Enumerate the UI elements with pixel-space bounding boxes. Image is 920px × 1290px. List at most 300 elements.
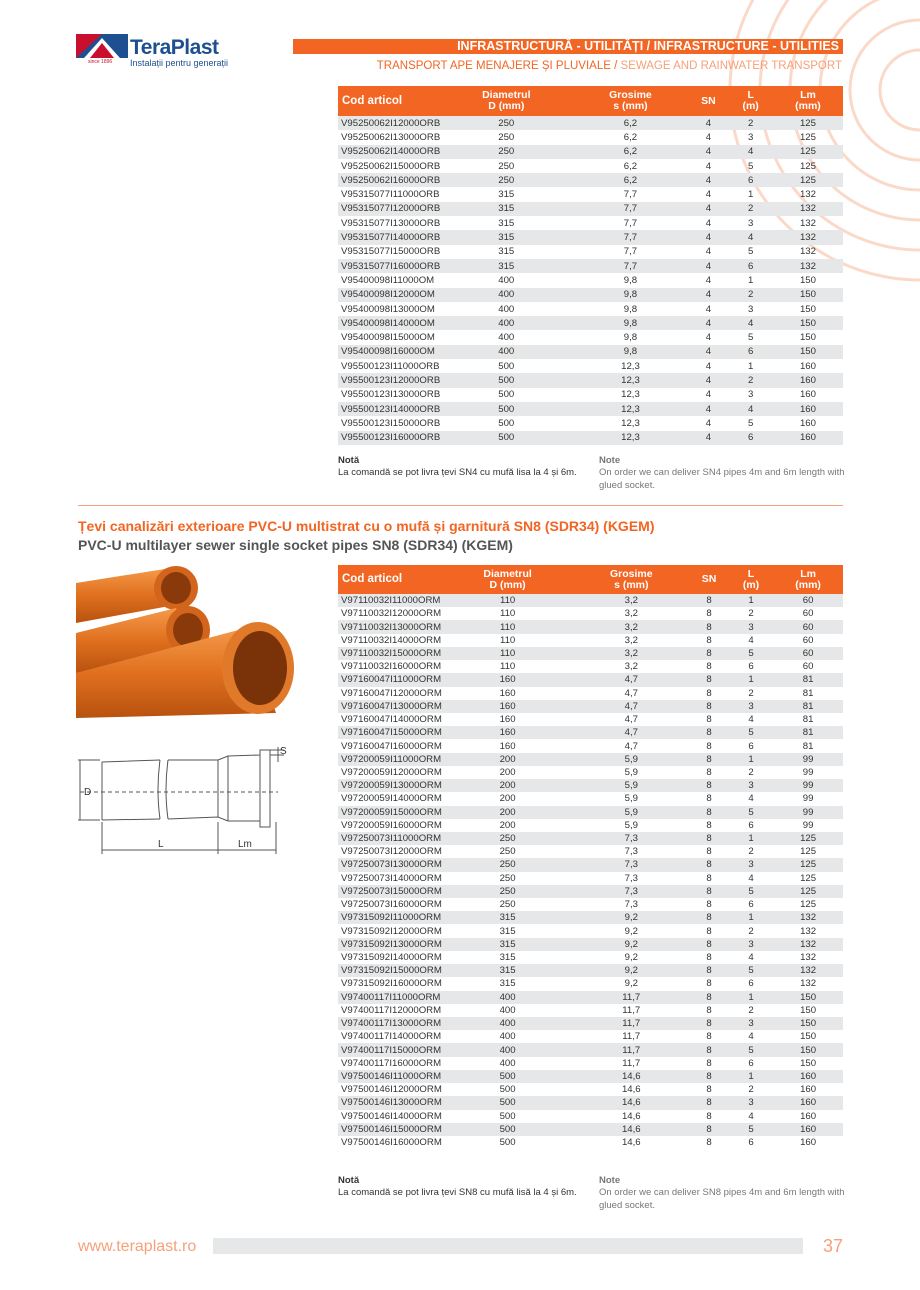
cell-diameter: 250 [499, 846, 516, 858]
cell-sn: 8 [706, 978, 712, 990]
cell-socket-length: 132 [799, 189, 816, 201]
cell-thickness: 3,2 [624, 634, 638, 646]
cell-thickness: 9,2 [624, 925, 638, 937]
cell-sn: 8 [706, 899, 712, 911]
cell-length: 4 [748, 634, 754, 646]
table-row [338, 1057, 843, 1070]
cell-socket-length: 160 [800, 1110, 817, 1122]
table-row [338, 1096, 843, 1109]
cell-socket-length: 160 [800, 1137, 817, 1149]
cell-thickness: 7,7 [623, 217, 638, 229]
cell-length: 2 [748, 925, 754, 937]
cell-socket-length: 132 [799, 217, 816, 229]
cell-length: 2 [748, 1004, 754, 1016]
cell-socket-length: 125 [773, 116, 843, 130]
cell-thickness: 9,8 [572, 345, 688, 359]
cell-length: 1 [747, 189, 754, 201]
table-row [338, 779, 843, 792]
cell-length: 1 [747, 360, 754, 372]
cell-code: V97500146I12000ORM [341, 1084, 442, 1096]
table-row [338, 273, 843, 287]
cell-sn: 8 [706, 1057, 712, 1069]
cell-length: 6 [748, 1057, 754, 1069]
table-row [338, 230, 843, 244]
table-row [338, 845, 843, 858]
cell-code: V95500123I13000ORB [341, 389, 441, 401]
cell-thickness: 5,9 [573, 806, 689, 819]
cell-thickness: 4,7 [624, 714, 638, 726]
table-row [338, 911, 843, 924]
table-row [338, 713, 843, 726]
cell-socket-length: 132 [773, 202, 843, 216]
cell-thickness: 4,7 [624, 740, 638, 752]
cell-diameter: 110 [442, 594, 574, 607]
table-row [338, 173, 843, 187]
cell-socket-length: 99 [773, 806, 843, 819]
cell-thickness: 7,7 [572, 230, 688, 244]
cell-sn: 4 [689, 288, 729, 302]
col-code: Cod articol [338, 86, 440, 116]
cell-socket-length: 81 [802, 740, 814, 752]
cell-thickness: 7,3 [573, 858, 689, 871]
cell-diameter: 200 [499, 766, 516, 778]
col-diameter-l1: Diametrul [483, 567, 532, 580]
cell-sn: 8 [689, 620, 729, 633]
col-length-l1: L [747, 567, 755, 580]
cell-length: 2 [728, 288, 773, 302]
cell-socket-length: 125 [773, 173, 843, 187]
cell-sn: 8 [689, 806, 729, 819]
table-row [338, 885, 843, 898]
diagram-label-l: L [158, 839, 164, 850]
cell-code: V97400117I15000ORM [338, 1043, 442, 1056]
cell-length: 4 [728, 145, 773, 159]
table-row [338, 634, 843, 647]
section-divider [78, 505, 843, 506]
cell-diameter: 400 [442, 991, 574, 1004]
cell-code: V97200059I11000ORM [338, 753, 442, 766]
diagram-label-s: S [280, 746, 287, 757]
note-text: On order we can deliver SN4 pipes 4m and 6m length with glued socket. [599, 467, 845, 491]
cell-sn: 8 [706, 608, 712, 620]
cell-thickness: 12,3 [621, 417, 640, 429]
logo-since: since 1896 [88, 59, 113, 65]
cell-code: V95400098I16000OM [338, 345, 440, 359]
table-row [338, 159, 843, 173]
cell-length: 1 [729, 673, 773, 686]
cell-sn: 8 [706, 661, 712, 673]
cell-diameter: 315 [442, 964, 574, 977]
cell-thickness: 11,7 [573, 1043, 689, 1056]
cell-diameter: 160 [442, 673, 574, 686]
table-row [338, 373, 843, 387]
cell-sn: 4 [705, 189, 712, 201]
cell-thickness: 9,8 [623, 303, 638, 315]
table-row [338, 1123, 843, 1136]
cell-socket-length: 160 [773, 431, 843, 445]
table-row [338, 1030, 843, 1043]
note-ro-2 [338, 1175, 588, 1199]
table-header [338, 565, 843, 594]
cell-sn: 4 [689, 402, 729, 416]
cell-thickness: 6,2 [623, 160, 638, 172]
cell-sn: 8 [706, 1084, 712, 1096]
cell-length: 2 [748, 687, 754, 699]
cell-length: 5 [729, 726, 773, 739]
cell-socket-length: 132 [773, 938, 843, 951]
cell-thickness: 11,7 [622, 1004, 641, 1016]
cell-length: 4 [748, 1031, 754, 1043]
category-banner: INFRASTRUCTURĂ - UTILITĂȚI / INFRASTRUCTURE - UTILITIES [293, 39, 843, 54]
cell-socket-length: 132 [773, 911, 843, 924]
table-row [338, 245, 843, 259]
cell-length: 6 [748, 978, 754, 990]
website-link[interactable]: www.teraplast.ro [78, 1238, 197, 1255]
cell-length: 3 [729, 779, 773, 792]
table-row [338, 359, 843, 373]
cell-sn: 8 [689, 858, 729, 871]
cell-code: V95315077I11000ORB [341, 189, 440, 201]
cell-diameter: 315 [498, 246, 515, 258]
cell-sn: 8 [706, 872, 712, 884]
cell-sn: 8 [689, 779, 729, 792]
cell-code: V97250073I14000ORM [341, 872, 442, 884]
cell-sn: 8 [706, 687, 712, 699]
cell-length: 6 [728, 259, 773, 273]
cell-diameter: 250 [442, 858, 574, 871]
cell-thickness: 14,6 [573, 1096, 689, 1109]
cell-length: 4 [748, 793, 754, 805]
table-row [338, 345, 843, 359]
cell-length: 4 [748, 714, 754, 726]
cell-thickness: 11,7 [622, 1031, 641, 1043]
cell-socket-length: 60 [802, 661, 814, 673]
cell-code: V97500146I13000ORM [338, 1096, 442, 1109]
cell-diameter: 250 [442, 832, 574, 845]
cell-diameter: 400 [498, 274, 515, 286]
cell-sn: 8 [689, 885, 729, 898]
cell-thickness: 7,3 [624, 872, 638, 884]
cell-code: V97500146I11000ORM [338, 1070, 442, 1083]
cell-diameter: 315 [499, 978, 516, 990]
cell-code: V97110032I14000ORM [341, 634, 442, 646]
cell-sn: 8 [689, 1017, 729, 1030]
cell-socket-length: 60 [802, 634, 814, 646]
cell-code: V97250073I16000ORM [341, 899, 442, 911]
cell-length: 6 [748, 1137, 754, 1149]
cell-sn: 8 [689, 673, 729, 686]
cell-diameter: 200 [442, 806, 574, 819]
cell-length: 5 [729, 647, 773, 660]
cell-thickness: 12,3 [621, 360, 640, 372]
cell-sn: 8 [706, 634, 712, 646]
cell-length: 6 [748, 740, 754, 752]
cell-code: V97315092I15000ORM [338, 964, 442, 977]
cell-code: V97160047I15000ORM [338, 726, 442, 739]
cell-length: 5 [747, 160, 754, 172]
col-socket-length [773, 86, 843, 116]
footer-bar [213, 1238, 803, 1254]
cell-socket-length: 160 [799, 417, 816, 429]
cell-thickness: 4,7 [573, 726, 689, 739]
cell-length: 6 [748, 661, 754, 673]
cell-code: V97400117I11000ORM [338, 991, 442, 1004]
cell-socket-length: 160 [773, 1070, 843, 1083]
cell-thickness: 3,2 [573, 620, 689, 633]
cell-thickness: 4,7 [573, 700, 689, 713]
cell-code: V97200059I15000ORM [338, 806, 442, 819]
cell-sn: 4 [689, 116, 729, 130]
col-thickness [573, 565, 689, 594]
cell-diameter: 160 [499, 740, 516, 752]
cell-length: 2 [728, 202, 773, 216]
cell-socket-length: 150 [773, 1017, 843, 1030]
cell-socket-length: 132 [800, 925, 817, 937]
table-row [338, 700, 843, 713]
cell-sn: 4 [689, 202, 729, 216]
cell-thickness: 12,3 [572, 402, 688, 416]
table-row [338, 991, 843, 1004]
cell-code: V95315077I13000ORB [341, 217, 441, 229]
cell-diameter: 160 [499, 714, 516, 726]
cell-diameter: 500 [440, 373, 572, 387]
product-table-sn4 [338, 86, 843, 445]
cell-thickness: 9,2 [624, 952, 638, 964]
cell-length: 3 [747, 303, 754, 315]
cell-socket-length: 132 [799, 246, 816, 258]
cell-code: V95500123I14000ORB [338, 402, 440, 416]
cell-length: 3 [747, 389, 754, 401]
cell-length: 5 [747, 417, 754, 429]
cell-thickness: 14,6 [621, 1110, 641, 1122]
cell-diameter: 315 [442, 938, 574, 951]
page-number: 37 [823, 1236, 844, 1256]
cell-socket-length: 160 [773, 373, 843, 387]
cell-sn: 8 [689, 1043, 729, 1056]
table-row [338, 1136, 843, 1149]
cell-sn: 8 [706, 714, 712, 726]
cell-sn: 4 [689, 173, 729, 187]
cell-length: 4 [728, 316, 773, 330]
cell-diameter: 250 [440, 116, 572, 130]
cell-diameter: 500 [442, 1096, 574, 1109]
cell-sn: 8 [689, 647, 729, 660]
cell-diameter: 400 [498, 303, 515, 315]
cell-socket-length: 125 [799, 131, 816, 143]
note-en-2 [599, 1175, 849, 1212]
col-length-l2: (m) [742, 578, 760, 591]
note-heading: Note [599, 1175, 621, 1186]
table-row [338, 1017, 843, 1030]
cell-code: V97400117I13000ORM [338, 1017, 442, 1030]
cell-code: V95500123I15000ORB [341, 417, 441, 429]
cell-diameter: 500 [499, 1137, 516, 1149]
cell-diameter: 315 [499, 952, 516, 964]
cell-sn: 4 [705, 217, 712, 229]
cell-socket-length: 150 [773, 1043, 843, 1056]
cell-code: V95250062I14000ORB [338, 145, 440, 159]
cell-length: 3 [747, 131, 754, 143]
cell-thickness: 14,6 [573, 1070, 689, 1083]
col-sn: SN [689, 565, 729, 594]
table-row [338, 202, 843, 216]
cell-socket-length: 125 [800, 899, 817, 911]
cell-socket-length: 150 [800, 1057, 817, 1069]
cell-diameter: 400 [499, 1031, 516, 1043]
cell-diameter: 400 [442, 1043, 574, 1056]
table-row [338, 806, 843, 819]
cell-socket-length: 81 [773, 726, 843, 739]
cell-sn: 8 [689, 938, 729, 951]
cell-length: 5 [747, 332, 754, 344]
cell-socket-length: 125 [800, 846, 817, 858]
table-row [338, 1004, 843, 1017]
table-row [338, 924, 843, 937]
cell-length: 4 [748, 1110, 754, 1122]
cell-thickness: 7,7 [572, 259, 688, 273]
cell-length: 4 [748, 872, 754, 884]
cell-thickness: 7,7 [623, 246, 638, 258]
cell-socket-length: 132 [800, 978, 817, 990]
cell-code: V97315092I12000ORM [341, 925, 442, 937]
cell-code: V97315092I11000ORM [338, 911, 442, 924]
cell-code: V97160047I11000ORM [338, 673, 442, 686]
cell-code: V97160047I12000ORM [341, 687, 442, 699]
cell-thickness: 9,2 [573, 938, 689, 951]
cell-sn: 4 [705, 246, 712, 258]
cell-diameter: 500 [442, 1070, 574, 1083]
cell-diameter: 315 [440, 259, 572, 273]
cell-socket-length: 160 [800, 1084, 817, 1096]
table-row [338, 1083, 843, 1096]
cell-code: V95315077I12000ORB [338, 202, 440, 216]
table-row [338, 1043, 843, 1056]
cell-thickness: 4,7 [624, 687, 638, 699]
cell-sn: 4 [705, 332, 712, 344]
col-diameter [440, 86, 572, 116]
table-row [338, 1110, 843, 1123]
cell-code: V97110032I12000ORM [341, 608, 442, 620]
cell-code: V97315092I13000ORM [338, 938, 442, 951]
cell-length: 5 [729, 1123, 773, 1136]
cell-thickness: 5,9 [573, 779, 689, 792]
cell-diameter: 250 [499, 899, 516, 911]
cell-code: V97110032I16000ORM [341, 661, 442, 673]
subtitle-en: SEWAGE AND RAINWATER TRANSPORT [617, 60, 842, 72]
product-table-sn8 [338, 565, 843, 1149]
note-text: On order we can deliver SN8 pipes 4m and 6m length with glued socket. [599, 1187, 845, 1211]
cell-diameter: 250 [442, 885, 574, 898]
col-length [728, 86, 773, 116]
cell-socket-length: 150 [800, 1031, 817, 1043]
cell-sn: 8 [689, 753, 729, 766]
cell-diameter: 400 [499, 1057, 516, 1069]
cell-length: 1 [747, 274, 754, 286]
cell-sn: 8 [706, 952, 712, 964]
pipe-dimension-diagram [78, 742, 288, 860]
table-row [338, 187, 843, 201]
cell-diameter: 250 [498, 131, 515, 143]
col-length-l1: L [747, 89, 754, 101]
note-en-1 [599, 455, 849, 492]
col-thickness-l2: s (mm) [614, 578, 649, 591]
note-heading: Note [599, 455, 621, 466]
cell-diameter: 110 [442, 647, 574, 660]
cell-length: 6 [728, 431, 773, 445]
cell-thickness: 14,6 [621, 1084, 641, 1096]
note-text: La comandă se pot livra țevi SN4 cu mufă lisa la 4 și 6m. [338, 467, 577, 478]
cell-socket-length: 132 [800, 952, 817, 964]
cell-code: V97250073I13000ORM [338, 858, 442, 871]
table-row [338, 620, 843, 633]
cell-socket-length: 150 [799, 303, 816, 315]
cell-code: V95250062I12000ORB [338, 116, 440, 130]
cell-diameter: 400 [440, 345, 572, 359]
cell-socket-length: 160 [773, 1096, 843, 1109]
cell-code: V95315077I15000ORB [341, 246, 441, 258]
cell-socket-length: 160 [799, 389, 816, 401]
cell-code: V97500146I16000ORM [341, 1137, 442, 1149]
cell-sn: 4 [689, 431, 729, 445]
cell-socket-length: 160 [773, 1123, 843, 1136]
cell-diameter: 315 [440, 202, 572, 216]
col-diameter-l2: D (mm) [488, 100, 525, 112]
col-length-l2: (m) [742, 100, 759, 112]
cell-sn: 8 [706, 740, 712, 752]
table-row [338, 431, 843, 445]
cell-length: 1 [729, 753, 773, 766]
cell-socket-length: 81 [773, 673, 843, 686]
cell-sn: 8 [689, 700, 729, 713]
table-row [338, 673, 843, 686]
cell-length: 4 [728, 402, 773, 416]
cell-thickness: 11,7 [622, 1057, 641, 1069]
cell-diameter: 500 [499, 1084, 516, 1096]
cell-length: 4 [748, 952, 754, 964]
cell-code: V97200059I14000ORM [341, 793, 442, 805]
table-row [338, 1070, 843, 1083]
cell-diameter: 315 [440, 230, 572, 244]
cell-diameter: 250 [498, 160, 515, 172]
diagram-label-lm: Lm [238, 839, 252, 850]
cell-socket-length: 150 [799, 274, 816, 286]
cell-code: V95250062I13000ORB [341, 131, 441, 143]
cell-length: 2 [728, 116, 773, 130]
cell-length: 3 [747, 217, 754, 229]
cell-length: 2 [748, 1084, 754, 1096]
cell-thickness: 7,3 [573, 885, 689, 898]
cell-length: 3 [729, 858, 773, 871]
cell-length: 2 [748, 846, 754, 858]
section-title-en: PVC-U multilayer sewer single socket pipes SN8 (SDR34) (KGEM) [78, 537, 513, 553]
cell-thickness: 9,8 [572, 316, 688, 330]
cell-diameter: 500 [442, 1123, 574, 1136]
cell-diameter: 315 [498, 189, 515, 201]
cell-socket-length: 160 [773, 402, 843, 416]
cell-length: 3 [729, 938, 773, 951]
cell-sn: 8 [689, 1096, 729, 1109]
col-diameter-l1: Diametrul [482, 89, 531, 101]
cell-sn: 8 [706, 925, 712, 937]
cell-socket-length: 150 [800, 1004, 817, 1016]
cell-code: V97500146I14000ORM [341, 1110, 442, 1122]
cell-sn: 4 [705, 389, 712, 401]
cell-socket-length: 125 [773, 145, 843, 159]
cell-code: V97160047I16000ORM [341, 740, 442, 752]
col-socket-length [773, 565, 843, 594]
table-row [338, 660, 843, 673]
cell-code: V95400098I12000OM [338, 288, 440, 302]
